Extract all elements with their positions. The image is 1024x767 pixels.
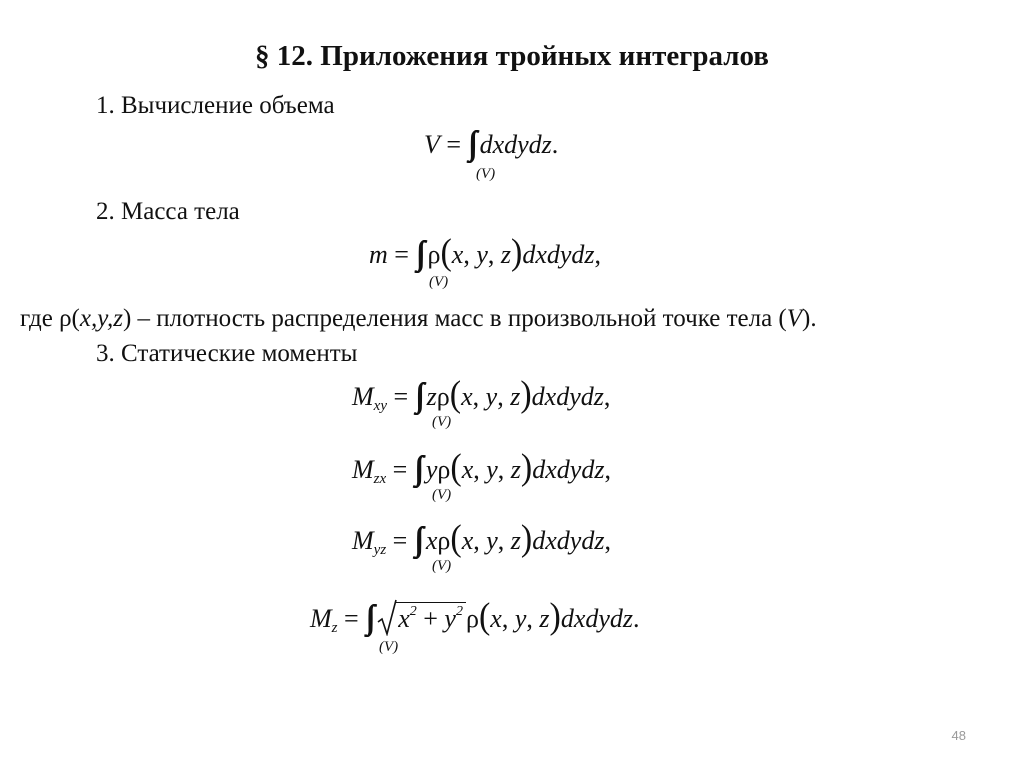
note-prefix: где ρ(: [20, 305, 80, 332]
integral-limit: (V): [432, 414, 452, 430]
density-note: [20, 305, 817, 333]
formula-subscript: yz: [373, 542, 387, 558]
square-root: $x^2 + y^2$: [377, 602, 466, 632]
formula-lhs: m: [369, 240, 388, 269]
formula-end: ,: [603, 382, 611, 411]
formula-factor: z: [426, 382, 437, 411]
formula-end: .: [633, 604, 640, 633]
formula-end: ,: [604, 526, 611, 555]
integral-limit: (V): [432, 487, 452, 503]
moment-z-formula: $M_z$ = $x^2 + y^2$ ρ(x, y, z)dxdydz.: [310, 596, 640, 637]
formula-factor: y: [425, 455, 438, 484]
formula-lhs: V: [424, 130, 440, 159]
formula-lhs: M: [352, 526, 374, 555]
radical-sign-icon: [377, 596, 397, 636]
formula-end: ,: [594, 240, 602, 269]
section-2-heading: 2. Масса тела: [96, 198, 240, 225]
moment-zx-formula: $M_{zx} = y\rho(x$, y, z)dxdydz,: [352, 447, 611, 488]
formula-end: ,: [604, 455, 611, 484]
moment-xy-formula: $M_{xy} = z\rho(x$, y, z)dxdydz,: [352, 374, 611, 415]
page-number: 48: [951, 728, 966, 743]
section-1-heading: 1. Вычисление объема: [96, 92, 335, 119]
page-title: § 12. Приложения тройных интегралов: [255, 40, 769, 72]
formula-differential: dxdydz: [531, 382, 604, 411]
formula-lhs: M: [352, 382, 374, 411]
formula-differential: dxdydz: [479, 130, 552, 159]
integral-limit: (V): [432, 558, 452, 574]
note-middle: ) – плотность распределения масс в произвольной точке тела (: [122, 305, 787, 332]
section-3-heading: 3. Статические моменты: [96, 340, 358, 367]
note-var: V: [786, 305, 803, 332]
formula-lhs: M: [352, 455, 374, 484]
formula-differential: dxdydz: [560, 604, 634, 633]
formula-subscript: z: [331, 620, 338, 636]
note-args: x,y,z: [79, 305, 123, 332]
formula-subscript: xy: [373, 398, 387, 414]
formula-subscript: zx: [373, 471, 387, 487]
integral-limit: (V): [379, 639, 399, 655]
formula-differential: dxdydz: [532, 455, 605, 484]
formula-end: .: [551, 130, 559, 159]
note-end: ).: [802, 305, 817, 332]
formula-lhs: M: [310, 604, 332, 633]
formula-differential: dxdydz: [532, 526, 605, 555]
moment-yz-formula: $M_{yz} = x\rho(x$, y, z)dxdydz,: [352, 518, 611, 559]
formula-factor: x: [425, 526, 438, 555]
mass-formula: m = ρ(x, y, z)dxdydz,: [369, 232, 602, 273]
volume-formula: V = dxdydz.: [424, 130, 559, 159]
integral-limit: (V): [476, 166, 496, 182]
integral-limit: (V): [429, 274, 449, 290]
formula-differential: dxdydz: [522, 240, 595, 269]
